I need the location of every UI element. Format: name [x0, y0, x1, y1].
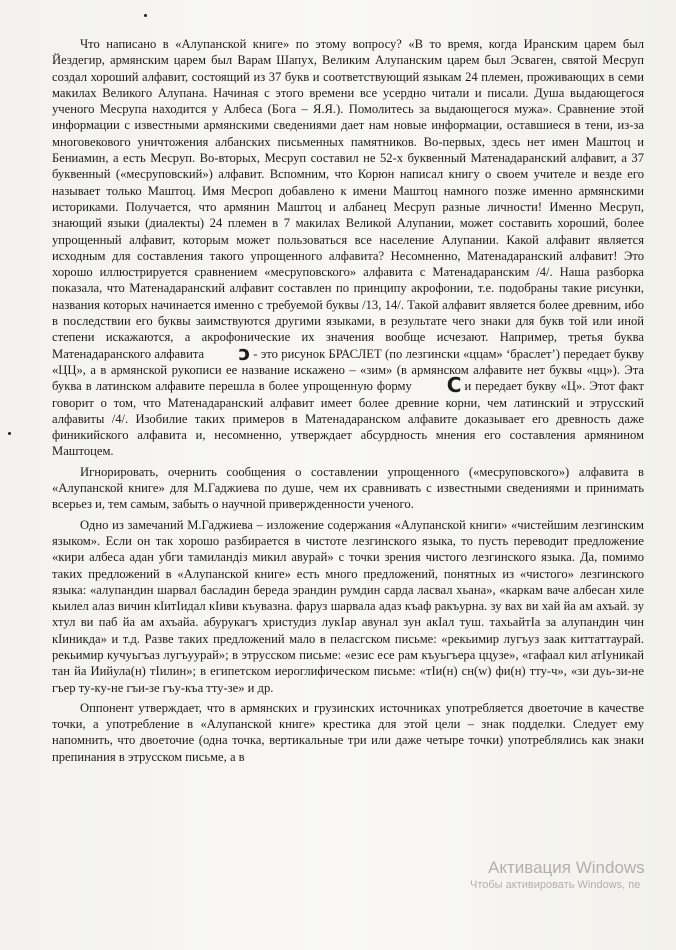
- windows-activation-watermark: Активация Windows: [488, 858, 645, 877]
- letter-glyph: C: [446, 373, 462, 398]
- speck-mark: [144, 14, 147, 17]
- paragraph-text: и передает букву «Ц». Этот факт говорит о том, что Матенадаранский алфавит имеет более древние корни, чем латинский и этрусский алфавиты /4/. Изобилие таких примеров в Матенадаранском алфавите доказывает его древность даже финикийского алфавита и, несомненно, утверждает абсурдность мнения его составления армянином Маштоцем.: [52, 379, 645, 459]
- speck-mark: [8, 432, 11, 435]
- paragraph-text: - это рисунок БРАСЛЕТ (по лезгински «ццам» ‘браслет’) передает букву «ЦЦ», а в армянской рукописи ее название искажено – «зим» (в армянском алфавите нет буквы «цц»). Эта буква в латинском алфавите перешла в более упрощенную форму: [52, 346, 644, 394]
- windows-activation-hint: Чтобы активировать Windows, пе: [470, 879, 641, 891]
- paragraph-text: Игнорировать, очернить сообщения о составлении упрощенного («месруповского») алфавита в «Алупанской книге» для М.Гаджиева по душе, чем их сравнивать с известными сведениями и принимать всерьез и, тем самым, забыть о научной привержденности ученого.: [52, 464, 644, 512]
- paragraph-text: Одно из замечаний М.Гаджиева – изложение содержания «Алупанской книги» «чистейшим лезгинским языком». Если он так хорошо разбирается в чистоте лезгинского языка, то пусть переводит предложение «кири албеса адан убги тамиландiз микил авурай» с точки зрения чистого лезгинского языка. Да, помимо таких предложений в «Алупанской книге» есть много предложений, понятных из «чистого» лезгинского языка: «алупандин шарвал басладин береда эрандин румдин сарда ласвал хьана», «каркам ваче албесан хиле кьилел алаз вичин кIитIидал кIиви къувазна. фаруз шарвала адаз къаф ракъурна. зу вах ви хай йа ам ахъай. зу хтул ви паб йа ам ахъайа. абурукагъ христудиз лукIар авунал зун акIал туш. тахьайтIа за алупандин чин кIиникда» и т.д. Разве таких предложений мало в пеласгском письме: «рекьимир лугъуз заак киттаттаурай. рекьимир кучуьгъаз лугъуурай»; в этрусском письме: «езис есе рам къуьгъера ццузе», «гафаал кил атIуникай тан йа Иийула(н) тIилин»; в египетском иероглифическом письме: «тIи(н) сн(w) фи(н) тту-ч», «зи дуь-зи-не гъер ту-ку-не гъи-зе гъу-къа тту-зе» и др.: [52, 517, 644, 695]
- paragraph-text: Оппонент утверждает, что в армянских и грузинских источниках употребляется двоеточие в качестве точки, а употребление в «Алупанской книге» крестика для этой цели – знак подделки. Следует ему напомнить, что двоеточие (одна точка, вертикальные три или даже четыре точки) употреблялись как знаки препинания в этрусском письме, а в: [52, 700, 644, 764]
- paragraph-text: Что написано в «Алупанской книге» по этому вопросу? «В то время, когда Иранским царем был Йездегир, армянским царем был Варам Шапух, Великим Алупанским царем был Эсваген, святой Месруп создал хороший алфавит, состоящий из 37 букв и соответствующий языкам 24 племен, проживающих в семи макилах Великого Алупана. Начиная с этого времени все усердно читали и писали. Душа выдающегося ученого Месрупа находится у Албеса (Бога – Я.Я.). Помолитесь за выдающегося мужа». Сравнение этой информации с известными армянскими сведениями дает нам новые информации, оставшиеся в тени, из-за многовекового уничтожения албанских письменных памятников. Во-первых, здесь нет имен Маштоц и Бениамин, а есть Месруп. Во-вторых, Месруп составил не 52-х буквенный Матенадаранский алфавит, а 37 буквенный («месруповский») алфавит. Вспомним, что Корюн написал книгу о своем учителе и везде его называет только Маштоц. Имя Месроп добавлено к имени Маштоц намного позже именно армянскими историками. Получается, что армянин Маштоц и албанец Месруп разные личности! Именно Месруп, знающий языки (диалекты) 24 племен в 7 макилах Великой Алупании, может составить хороший, более упрощенный алфавит, которым может пользоваться все население Алупании. Какой алфавит является исходным для составления такого упрощенного алфавита? Несомненно, Матенадаранский алфавит! Это хорошо иллюстрируется сравнением «месруповского» алфавита с Матенадаранским /4/. Наша разборка показала, что Матенадаранский алфавит составлен по принципу акрофонии, т.е. подобраны такие рисунки, названия которых начинается именно с требуемой буквы /13, 14/. Такой алфавит является более древним, ибо в последствии его буквы заимствуются другими языками, в результате чего знаки для букв той или иной степени искажаются, а акрофонические их значения вообще исчезают. Например, третья буква Матенадаранского алфавита: [52, 37, 644, 361]
- document-body: [52, 36, 644, 765]
- paragraph: [52, 517, 644, 696]
- paragraph: [52, 36, 644, 460]
- letter-glyph: ↄ: [238, 340, 251, 365]
- paragraph: [52, 464, 644, 513]
- paragraph: [52, 700, 644, 765]
